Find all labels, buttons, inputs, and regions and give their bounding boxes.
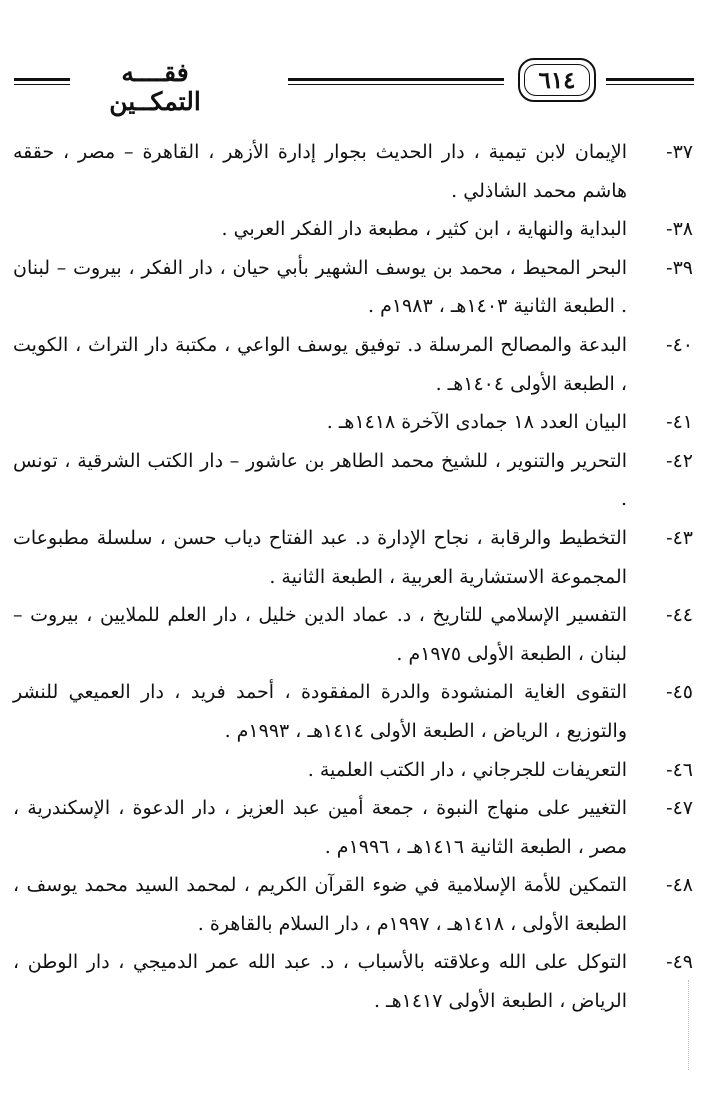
entry-number: ٤١- (666, 411, 693, 434)
bibliography-entry (13, 673, 693, 750)
entry-text: التعريفات للجرجاني ، دار الكتب العلمية . (307, 758, 627, 781)
bibliography-entry (13, 866, 693, 943)
bibliography-entry (13, 403, 693, 442)
entry-number: ٤٤- (666, 604, 693, 627)
bibliography-entry (13, 442, 693, 519)
page-header (14, 56, 694, 116)
bibliography-entry (13, 789, 693, 866)
entry-text: التقوى الغاية المنشودة والدرة المفقودة ، أحمد فريد ، دار العميعي للنشر والتوزيع ، الرياض ، الطبعة الأولى ١٤١٤هـ ، ١٩٩٣م . (13, 681, 627, 742)
bibliography-entry (13, 596, 693, 673)
entry-number: ٤٢- (666, 449, 693, 472)
entry-number: ٣٩- (666, 256, 693, 279)
header-rule-right (606, 78, 694, 81)
entry-text: التحرير والتنوير ، للشيخ محمد الطاهر بن عاشور – دار الكتب الشرقية ، تونس . (13, 449, 627, 511)
entry-text: التخطيط والرقابة ، نجاح الإدارة د. عبد الفتاح دياب حسن ، سلسلة مطبوعات المجموعة الاستشارية العربية ، الطبعة الثانية . (13, 526, 627, 588)
bibliography-entry (13, 943, 693, 1020)
entry-text: التغيير على منهاج النبوة ، جمعة أمين عبد العزيز ، دار الدعوة ، الإسكندرية ، مصر ، الطبعة الثانية ١٤١٦هـ ، ١٩٩٦م . (13, 797, 627, 858)
entry-text: التفسير الإسلامي للتاريخ ، د. عماد الدين خليل ، دار العلم للملايين ، بيروت – لبنان ، الطبعة الأولى ١٩٧٥م . (13, 604, 627, 665)
margin-scan-mark (688, 980, 691, 1070)
entry-number: ٣٧- (666, 141, 693, 163)
bibliography-entry (13, 751, 693, 790)
entry-text: البيان العدد ١٨ جمادى الآخرة ١٤١٨هـ . (326, 411, 627, 434)
bibliography-entry (13, 519, 693, 596)
bibliography-entry (13, 249, 693, 326)
entry-text: البداية والنهاية ، ابن كثير ، مطبعة دار الفكر العربي . (221, 218, 627, 241)
bibliography-list (13, 133, 693, 1021)
entry-text: التمكين للأمة الإسلامية في ضوء القرآن الكريم ، لمحمد السيد محمد يوسف ، الطبعة الأولى ، ١٤١٨هـ ، ١٩٩٧م ، دار السلام بالقاهرة . (13, 874, 627, 935)
entry-number: ٤٧- (666, 797, 693, 820)
entry-number: ٣٨- (666, 218, 693, 241)
entry-number: ٤٥- (666, 681, 693, 704)
header-rule-middle (288, 78, 504, 81)
entry-number: ٤٦- (666, 758, 693, 781)
entry-number: ٤٣- (666, 526, 693, 549)
header-rule-left (14, 78, 70, 81)
entry-text: البحر المحيط ، محمد بن يوسف الشهير بأبي حيان ، دار الفكر ، بيروت – لبنان . الطبعة الثانية ١٤٠٣هـ ، ١٩٨٣م . (13, 256, 627, 318)
entry-text: البدعة والمصالح المرسلة د. توفيق يوسف الواعي ، مكتبة دار التراث ، الكويت ، الطبعة الأولى ١٤٠٤هـ . (13, 333, 627, 395)
entry-text: الإيمان لابن تيمية ، دار الحديث بجوار إدارة الأزهر ، القاهرة – مصر ، حققه هاشم محمد الشاذلي . (13, 141, 627, 202)
entry-number: ٤٠- (666, 333, 693, 356)
running-title: فقــــه التمكــين (109, 58, 201, 116)
page-number-frame (518, 58, 596, 102)
bibliography-entry (13, 133, 693, 210)
bibliography-entry (13, 210, 693, 249)
entry-number: ٤٩- (666, 951, 693, 974)
page-number: ٦١٤ (538, 66, 576, 94)
entry-text: التوكل على الله وعلاقته بالأسباب ، د. عبد الله عمر الدميجي ، دار الوطن ، الرياض ، الطبعة الأولى ١٤١٧هـ . (13, 951, 627, 1013)
entry-number: ٤٨- (666, 874, 693, 897)
bibliography-entry (13, 326, 693, 403)
